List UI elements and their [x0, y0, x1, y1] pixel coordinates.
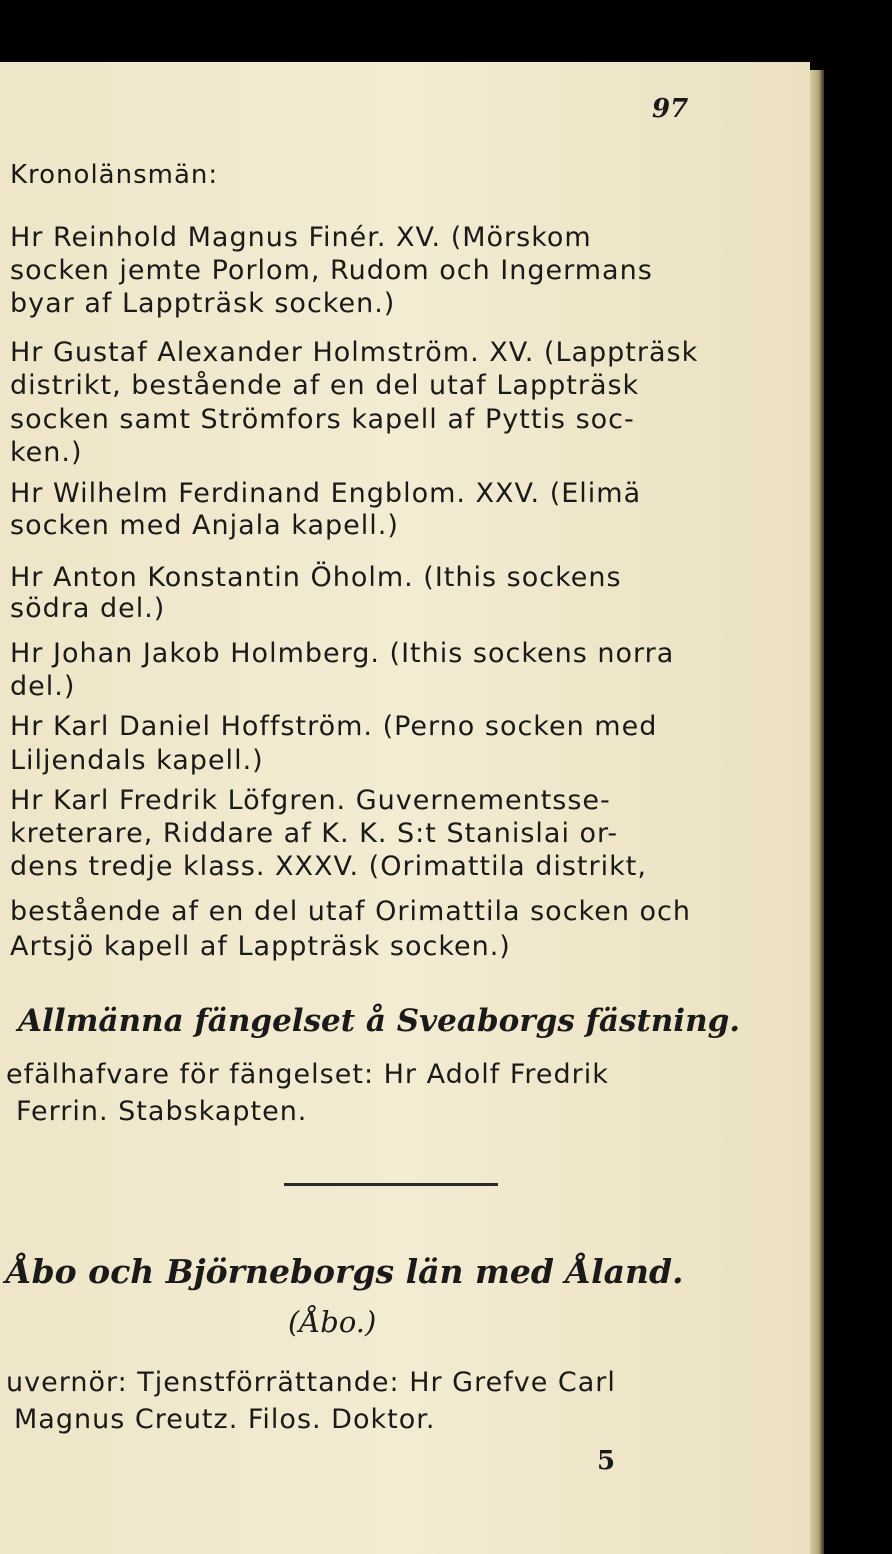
text-line: del.) — [10, 671, 76, 702]
text-line: dens tredje klass. XXXV. (Orimattila distrikt, — [10, 851, 647, 882]
text-line: uvernör: Tjenstförrättande: Hr Grefve Carl — [6, 1367, 616, 1398]
text-line: Hr Gustaf Alexander Holmström. XV. (Lappträsk — [10, 337, 699, 368]
text-line: efälhafvare för fängelset: Hr Adolf Fredrik — [6, 1059, 609, 1090]
page-number: 97 — [652, 94, 689, 124]
page-edge — [810, 70, 824, 1554]
text-line: Hr Johan Jakob Holmberg. (Ithis sockens norra — [10, 638, 675, 669]
text-line: socken med Anjala kapell.) — [10, 510, 399, 541]
text-line: Hr Anton Konstantin Öholm. (Ithis sockens — [10, 562, 622, 593]
text-line: Artsjö kapell af Lappträsk socken.) — [10, 931, 511, 962]
text-line: Hr Karl Daniel Hoffström. (Perno socken med — [10, 711, 658, 742]
region-subheading: (Åbo.) — [288, 1305, 377, 1339]
text-line: distrikt, bestående af en del utaf Lappträsk — [10, 370, 640, 401]
text-line: byar af Lappträsk socken.) — [10, 288, 396, 319]
text-line: ken.) — [10, 437, 83, 468]
text-line: kreterare, Riddare af K. K. S:t Stanislai or- — [10, 818, 619, 849]
text-line: Ferrin. Stabskapten. — [16, 1096, 308, 1127]
signature-mark: 5 — [597, 1446, 616, 1476]
text-line: socken jemte Porlom, Rudom och Ingermans — [10, 255, 653, 286]
text-line: bestående af en del utaf Orimattila socken och — [10, 896, 692, 927]
region-heading: Åbo och Björneborgs län med Åland. — [6, 1252, 684, 1291]
section-divider — [284, 1183, 498, 1186]
text-line: Magnus Creutz. Filos. Doktor. — [14, 1404, 436, 1435]
text-line: Hr Wilhelm Ferdinand Engblom. XXV. (Elimä — [10, 478, 642, 509]
text-line: södra del.) — [10, 593, 166, 624]
text-line: Hr Reinhold Magnus Finér. XV. (Mörskom — [10, 222, 592, 253]
text-line: Liljendals kapell.) — [10, 745, 264, 776]
prison-heading: Allmänna fängelset å Sveaborgs fästning. — [18, 1003, 741, 1039]
section-title: Kronolänsmän: — [10, 160, 219, 190]
text-line: socken samt Strömfors kapell af Pyttis soc- — [10, 404, 635, 435]
text-line: Hr Karl Fredrik Löfgren. Guvernementsse- — [10, 785, 611, 816]
